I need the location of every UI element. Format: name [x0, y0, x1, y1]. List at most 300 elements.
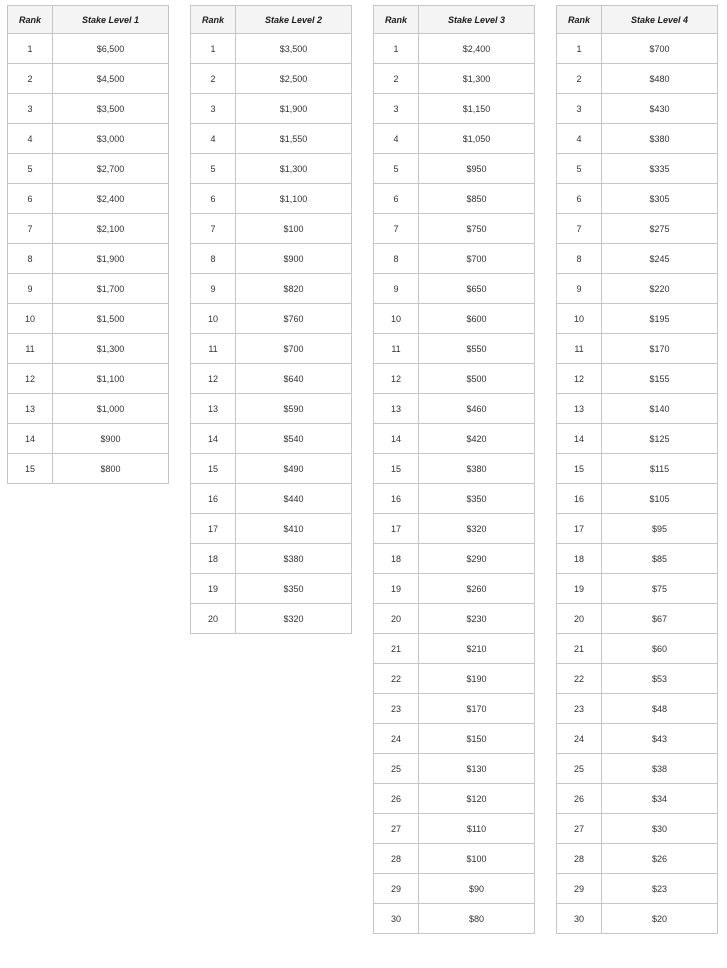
prize-cell: $290 — [419, 544, 535, 574]
prize-cell: $140 — [602, 394, 718, 424]
table-row — [374, 214, 535, 244]
prize-cell: $43 — [602, 724, 718, 754]
rank-cell: 18 — [374, 544, 419, 574]
prize-cell: $170 — [602, 334, 718, 364]
rank-cell: 3 — [8, 94, 53, 124]
prize-cell: $220 — [602, 274, 718, 304]
prize-cell: $1,300 — [419, 64, 535, 94]
rank-cell: 15 — [374, 454, 419, 484]
table-body — [191, 34, 352, 634]
table-row — [557, 694, 718, 724]
prize-cell: $275 — [602, 214, 718, 244]
prize-cell: $590 — [236, 394, 352, 424]
table-row — [557, 274, 718, 304]
rank-cell: 15 — [191, 454, 236, 484]
rank-cell: 6 — [8, 184, 53, 214]
rank-cell: 19 — [557, 574, 602, 604]
rank-cell: 18 — [191, 544, 236, 574]
prize-cell: $53 — [602, 664, 718, 694]
rank-cell: 27 — [374, 814, 419, 844]
prize-cell: $260 — [419, 574, 535, 604]
table-row — [8, 124, 169, 154]
prize-cell: $410 — [236, 514, 352, 544]
rank-cell: 10 — [8, 304, 53, 334]
rank-cell: 23 — [374, 694, 419, 724]
table-body — [8, 34, 169, 484]
table-row — [557, 94, 718, 124]
rank-cell: 26 — [374, 784, 419, 814]
table-row — [191, 214, 352, 244]
table-row — [374, 784, 535, 814]
rank-cell: 10 — [374, 304, 419, 334]
rank-cell: 26 — [557, 784, 602, 814]
rank-cell: 3 — [374, 94, 419, 124]
rank-header: Rank — [374, 6, 419, 34]
rank-cell: 2 — [557, 64, 602, 94]
table-row — [557, 634, 718, 664]
prize-cell: $26 — [602, 844, 718, 874]
table-row — [374, 514, 535, 544]
rank-cell: 17 — [374, 514, 419, 544]
rank-cell: 5 — [374, 154, 419, 184]
table-row — [8, 184, 169, 214]
prize-cell: $1,000 — [53, 394, 169, 424]
table-row — [557, 334, 718, 364]
prize-cell: $640 — [236, 364, 352, 394]
table-row — [374, 34, 535, 64]
prize-cell: $380 — [236, 544, 352, 574]
prize-cell: $460 — [419, 394, 535, 424]
table-row — [557, 394, 718, 424]
rank-cell: 27 — [557, 814, 602, 844]
rank-cell: 21 — [374, 634, 419, 664]
rank-cell: 5 — [191, 154, 236, 184]
rank-cell: 30 — [557, 904, 602, 934]
table-row — [374, 574, 535, 604]
table-row — [557, 184, 718, 214]
table-row — [191, 544, 352, 574]
prize-cell: $3,500 — [53, 94, 169, 124]
table-row — [374, 124, 535, 154]
prize-cell: $650 — [419, 274, 535, 304]
rank-cell: 17 — [557, 514, 602, 544]
prize-cell: $900 — [236, 244, 352, 274]
prize-cell: $34 — [602, 784, 718, 814]
prize-cell: $23 — [602, 874, 718, 904]
table-row — [374, 94, 535, 124]
stake-level-4-table — [556, 5, 718, 934]
table-row — [557, 64, 718, 94]
rank-cell: 8 — [557, 244, 602, 274]
table-row — [8, 64, 169, 94]
prize-cell: $245 — [602, 244, 718, 274]
rank-cell: 10 — [191, 304, 236, 334]
rank-cell: 13 — [191, 394, 236, 424]
table-row — [191, 154, 352, 184]
table-row — [8, 274, 169, 304]
table-row — [374, 904, 535, 934]
prize-cell: $2,700 — [53, 154, 169, 184]
table-row — [374, 874, 535, 904]
prize-cell: $38 — [602, 754, 718, 784]
rank-cell: 25 — [557, 754, 602, 784]
prize-cell: $155 — [602, 364, 718, 394]
table-row — [191, 34, 352, 64]
prize-cell: $430 — [602, 94, 718, 124]
rank-cell: 14 — [557, 424, 602, 454]
table-row — [557, 574, 718, 604]
prize-cell: $6,500 — [53, 34, 169, 64]
table-row — [374, 334, 535, 364]
table-row — [557, 544, 718, 574]
prize-cell: $2,400 — [53, 184, 169, 214]
rank-header: Rank — [8, 6, 53, 34]
table-row — [374, 304, 535, 334]
table-row — [191, 394, 352, 424]
prize-cell: $1,550 — [236, 124, 352, 154]
table-row — [557, 754, 718, 784]
table-body — [557, 34, 718, 934]
prize-cell: $210 — [419, 634, 535, 664]
table-row — [191, 244, 352, 274]
table-row — [374, 544, 535, 574]
table-row — [8, 94, 169, 124]
prize-cell: $1,300 — [236, 154, 352, 184]
table-header-row — [191, 6, 352, 34]
table-row — [191, 364, 352, 394]
table-row — [191, 484, 352, 514]
rank-cell: 28 — [374, 844, 419, 874]
prize-cell: $125 — [602, 424, 718, 454]
rank-cell: 5 — [8, 154, 53, 184]
rank-cell: 18 — [557, 544, 602, 574]
prize-cell: $900 — [53, 424, 169, 454]
rank-cell: 15 — [8, 454, 53, 484]
rank-cell: 12 — [191, 364, 236, 394]
rank-cell: 16 — [191, 484, 236, 514]
table-row — [557, 784, 718, 814]
rank-cell: 7 — [557, 214, 602, 244]
prize-cell: $1,100 — [53, 364, 169, 394]
table-row — [557, 214, 718, 244]
rank-cell: 20 — [191, 604, 236, 634]
rank-cell: 4 — [557, 124, 602, 154]
table-row — [191, 274, 352, 304]
prize-cell: $30 — [602, 814, 718, 844]
prize-cell: $950 — [419, 154, 535, 184]
prize-cell: $195 — [602, 304, 718, 334]
prize-cell: $305 — [602, 184, 718, 214]
prize-cell: $1,700 — [53, 274, 169, 304]
table-row — [8, 334, 169, 364]
rank-cell: 24 — [557, 724, 602, 754]
rank-cell: 22 — [374, 664, 419, 694]
rank-cell: 7 — [8, 214, 53, 244]
table-row — [557, 514, 718, 544]
table-row — [374, 454, 535, 484]
table-row — [374, 634, 535, 664]
prize-cell: $700 — [236, 334, 352, 364]
rank-cell: 11 — [557, 334, 602, 364]
rank-cell: 12 — [374, 364, 419, 394]
rank-cell: 13 — [8, 394, 53, 424]
rank-cell: 4 — [191, 124, 236, 154]
rank-cell: 4 — [374, 124, 419, 154]
table-row — [374, 814, 535, 844]
table-row — [374, 184, 535, 214]
prize-cell: $850 — [419, 184, 535, 214]
table-row — [374, 64, 535, 94]
table-row — [191, 124, 352, 154]
table-row — [557, 904, 718, 934]
table-row — [8, 424, 169, 454]
table-row — [191, 604, 352, 634]
table-row — [191, 94, 352, 124]
prize-cell: $1,500 — [53, 304, 169, 334]
prize-cell: $440 — [236, 484, 352, 514]
table-row — [557, 304, 718, 334]
rank-cell: 20 — [374, 604, 419, 634]
table-row — [557, 814, 718, 844]
rank-cell: 7 — [374, 214, 419, 244]
prize-cell: $540 — [236, 424, 352, 454]
table-row — [191, 64, 352, 94]
table-row — [557, 454, 718, 484]
rank-cell: 2 — [8, 64, 53, 94]
table-row — [191, 514, 352, 544]
rank-cell: 6 — [557, 184, 602, 214]
prize-cell: $600 — [419, 304, 535, 334]
table-row — [557, 874, 718, 904]
prize-cell: $820 — [236, 274, 352, 304]
prize-cell: $2,100 — [53, 214, 169, 244]
rank-cell: 8 — [191, 244, 236, 274]
table-row — [8, 364, 169, 394]
rank-cell: 16 — [374, 484, 419, 514]
prize-cell: $90 — [419, 874, 535, 904]
prize-cell: $4,500 — [53, 64, 169, 94]
prize-cell: $100 — [236, 214, 352, 244]
prize-cell: $380 — [602, 124, 718, 154]
table-row — [557, 124, 718, 154]
rank-cell: 3 — [191, 94, 236, 124]
prize-cell: $120 — [419, 784, 535, 814]
table-row — [374, 694, 535, 724]
table-row — [557, 484, 718, 514]
table-row — [374, 154, 535, 184]
stake-level-header: Stake Level 3 — [419, 6, 535, 34]
table-header-row — [8, 6, 169, 34]
prize-cell: $480 — [602, 64, 718, 94]
stake-level-1-table — [7, 5, 169, 484]
prize-cell: $67 — [602, 604, 718, 634]
prize-cell: $3,500 — [236, 34, 352, 64]
prize-cell: $420 — [419, 424, 535, 454]
prize-cell: $350 — [419, 484, 535, 514]
rank-cell: 8 — [8, 244, 53, 274]
stake-level-2-table — [190, 5, 352, 634]
prize-cell: $105 — [602, 484, 718, 514]
rank-cell: 21 — [557, 634, 602, 664]
prize-cell: $500 — [419, 364, 535, 394]
rank-cell: 20 — [557, 604, 602, 634]
table-row — [374, 244, 535, 274]
table-row — [8, 304, 169, 334]
table-row — [374, 724, 535, 754]
table-row — [374, 424, 535, 454]
stake-level-header: Stake Level 4 — [602, 6, 718, 34]
prize-cell: $1,300 — [53, 334, 169, 364]
table-row — [191, 184, 352, 214]
rank-cell: 9 — [8, 274, 53, 304]
prize-cell: $85 — [602, 544, 718, 574]
table-row — [374, 664, 535, 694]
rank-cell: 6 — [191, 184, 236, 214]
rank-cell: 9 — [191, 274, 236, 304]
table-row — [191, 454, 352, 484]
rank-cell: 13 — [374, 394, 419, 424]
prize-cell: $380 — [419, 454, 535, 484]
table-row — [557, 724, 718, 754]
table-row — [374, 394, 535, 424]
rank-cell: 2 — [374, 64, 419, 94]
table-row — [374, 364, 535, 394]
prize-cell: $320 — [419, 514, 535, 544]
table-row — [191, 304, 352, 334]
rank-cell: 1 — [374, 34, 419, 64]
prize-cell: $115 — [602, 454, 718, 484]
prize-cell: $1,900 — [53, 244, 169, 274]
rank-cell: 17 — [191, 514, 236, 544]
table-row — [374, 754, 535, 784]
table-row — [374, 274, 535, 304]
table-row — [557, 364, 718, 394]
rank-cell: 28 — [557, 844, 602, 874]
prize-cell: $130 — [419, 754, 535, 784]
rank-cell: 11 — [374, 334, 419, 364]
prize-cell: $800 — [53, 454, 169, 484]
rank-cell: 14 — [191, 424, 236, 454]
table-row — [8, 244, 169, 274]
prize-cell: $760 — [236, 304, 352, 334]
rank-cell: 29 — [374, 874, 419, 904]
rank-cell: 30 — [374, 904, 419, 934]
table-row — [557, 844, 718, 874]
prize-cell: $700 — [419, 244, 535, 274]
table-row — [8, 154, 169, 184]
prize-cell: $75 — [602, 574, 718, 604]
stake-level-header: Stake Level 1 — [53, 6, 169, 34]
prize-cell: $750 — [419, 214, 535, 244]
prize-cell: $350 — [236, 574, 352, 604]
prize-cell: $1,900 — [236, 94, 352, 124]
prize-cell: $110 — [419, 814, 535, 844]
table-row — [374, 844, 535, 874]
table-row — [191, 334, 352, 364]
table-row — [557, 664, 718, 694]
prize-cell: $170 — [419, 694, 535, 724]
rank-cell: 19 — [191, 574, 236, 604]
prize-cell: $1,150 — [419, 94, 535, 124]
rank-cell: 8 — [374, 244, 419, 274]
rank-cell: 5 — [557, 154, 602, 184]
rank-cell: 12 — [557, 364, 602, 394]
table-row — [8, 394, 169, 424]
prize-cell: $100 — [419, 844, 535, 874]
rank-cell: 9 — [557, 274, 602, 304]
prize-cell: $190 — [419, 664, 535, 694]
prize-cell: $2,500 — [236, 64, 352, 94]
rank-cell: 14 — [8, 424, 53, 454]
rank-cell: 1 — [8, 34, 53, 64]
rank-cell: 7 — [191, 214, 236, 244]
rank-cell: 12 — [8, 364, 53, 394]
rank-cell: 2 — [191, 64, 236, 94]
table-row — [374, 484, 535, 514]
rank-cell: 19 — [374, 574, 419, 604]
table-body — [374, 34, 535, 934]
prize-cell: $1,050 — [419, 124, 535, 154]
prize-cell: $48 — [602, 694, 718, 724]
prize-cell: $490 — [236, 454, 352, 484]
rank-header: Rank — [557, 6, 602, 34]
prize-cell: $3,000 — [53, 124, 169, 154]
table-row — [8, 214, 169, 244]
rank-cell: 22 — [557, 664, 602, 694]
rank-cell: 4 — [8, 124, 53, 154]
table-row — [557, 604, 718, 634]
rank-cell: 16 — [557, 484, 602, 514]
table-row — [557, 424, 718, 454]
prize-cell: $80 — [419, 904, 535, 934]
rank-cell: 23 — [557, 694, 602, 724]
prize-cell: $1,100 — [236, 184, 352, 214]
table-row — [191, 424, 352, 454]
prize-cell: $60 — [602, 634, 718, 664]
table-row — [374, 604, 535, 634]
prize-cell: $700 — [602, 34, 718, 64]
stake-level-header: Stake Level 2 — [236, 6, 352, 34]
rank-header: Rank — [191, 6, 236, 34]
prize-cell: $550 — [419, 334, 535, 364]
rank-cell: 15 — [557, 454, 602, 484]
rank-cell: 11 — [8, 334, 53, 364]
rank-cell: 11 — [191, 334, 236, 364]
rank-cell: 1 — [557, 34, 602, 64]
table-row — [8, 454, 169, 484]
table-header-row — [557, 6, 718, 34]
stake-level-3-table — [373, 5, 535, 934]
rank-cell: 24 — [374, 724, 419, 754]
prize-cell: $335 — [602, 154, 718, 184]
rank-cell: 14 — [374, 424, 419, 454]
rank-cell: 1 — [191, 34, 236, 64]
rank-cell: 9 — [374, 274, 419, 304]
rank-cell: 6 — [374, 184, 419, 214]
prize-cell: $20 — [602, 904, 718, 934]
rank-cell: 25 — [374, 754, 419, 784]
prize-cell: $230 — [419, 604, 535, 634]
table-row — [557, 244, 718, 274]
rank-cell: 10 — [557, 304, 602, 334]
rank-cell: 13 — [557, 394, 602, 424]
table-row — [8, 34, 169, 64]
prize-cell: $95 — [602, 514, 718, 544]
table-row — [191, 574, 352, 604]
rank-cell: 29 — [557, 874, 602, 904]
prize-cell: $150 — [419, 724, 535, 754]
prize-cell: $320 — [236, 604, 352, 634]
